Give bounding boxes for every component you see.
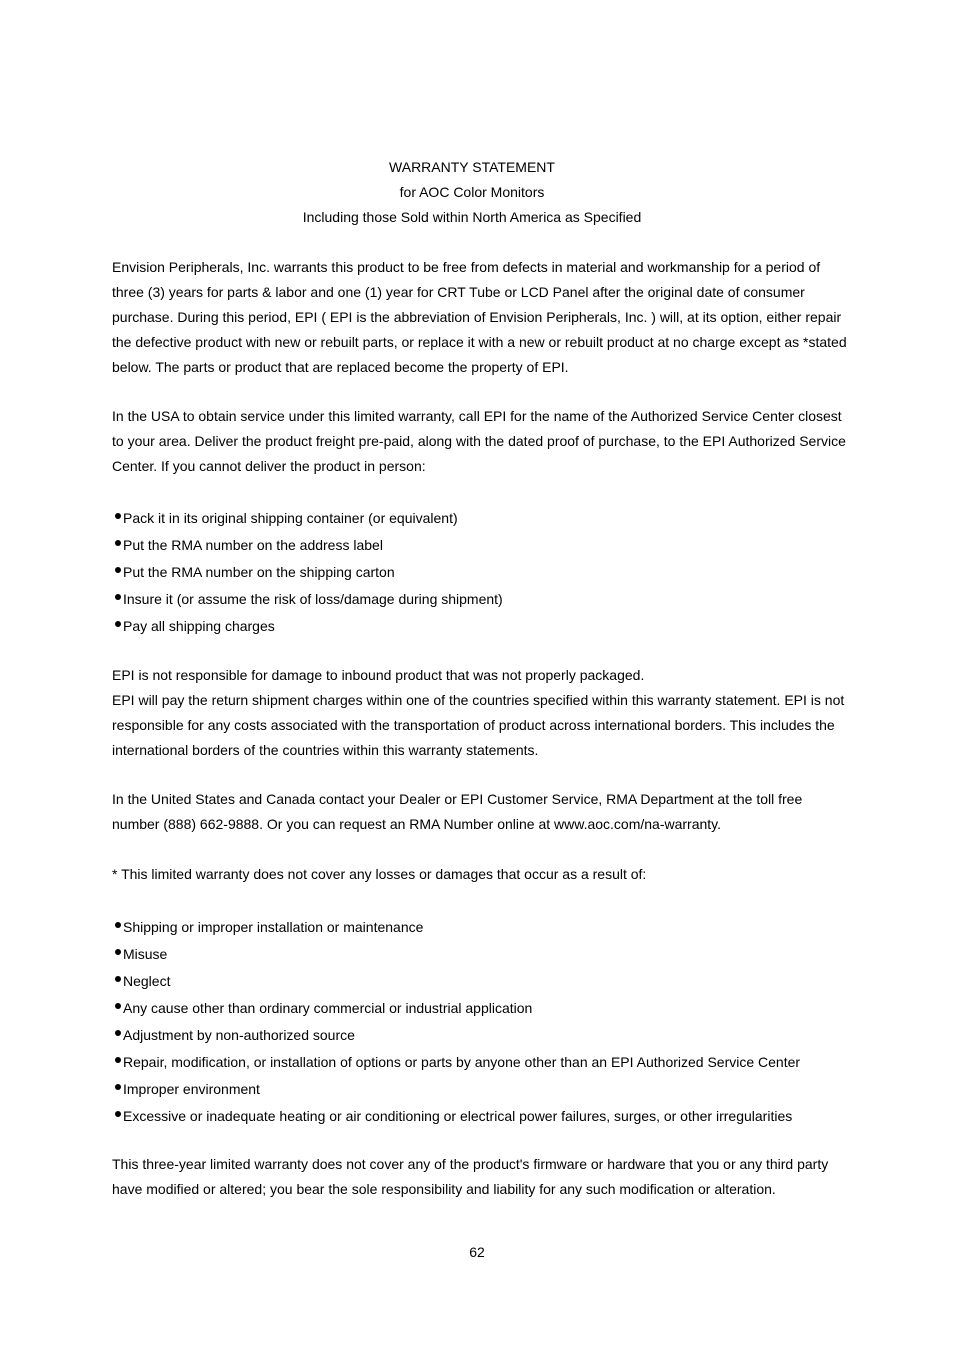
list-item (112, 559, 872, 586)
exclusions-list (112, 914, 872, 1130)
bullet-icon (115, 1084, 121, 1090)
list-item (112, 995, 872, 1022)
document-subtitle: for AOC Color Monitors (399, 184, 545, 200)
bullet-icon (115, 949, 121, 955)
warranty-paragraph: Envision Peripherals, Inc. warrants this product to be free from defects in material and workmanship for a period of three (3) years for parts & labor and one (1) year for CRT Tube or LCD Panel after the original date of consumer purchase. During this period, EPI ( EPI is the abbreviation of Envision Peripherals, Inc. ) will, at its option, either repair the defective product with new or rebuilt parts, or replace it with a new or rebuilt product at no charge except as *stated below. The parts or product that are replaced become the property of EPI. (112, 259, 847, 375)
contact-paragraph: In the United States and Canada contact your Dealer or EPI Customer Service, RMA Department at the toll free number (888) 662-9888. Or you can request an RMA Number online at www.aoc.com/na-warranty. (112, 791, 803, 832)
service-paragraph: In the USA to obtain service under this limited warranty, call EPI for the name of the Authorized Service Center closest to your area. Deliver the product freight pre-paid, along with the dated proof of purchase, to the EPI Authorized Service Center. If you cannot deliver the product in person: (112, 408, 846, 474)
bullet-icon (115, 1030, 121, 1036)
bullet-icon (115, 976, 121, 982)
list-item-label: Misuse (123, 946, 168, 962)
packaging-paragraph: EPI is not responsible for damage to inbound product that was not properly packaged. (112, 667, 645, 683)
list-item (112, 1049, 872, 1076)
exclusions-intro: * This limited warranty does not cover any losses or damages that occur as a result of: (112, 866, 647, 882)
bullet-icon (115, 513, 121, 519)
list-item-label: Insure it (or assume the risk of loss/damage during shipment) (123, 591, 503, 607)
list-item-label: Pay all shipping charges (123, 618, 275, 634)
shipping-steps-list (112, 505, 872, 640)
list-item (112, 532, 872, 559)
list-item-label: Excessive or inadequate heating or air conditioning or electrical power failures, surges, or other irregularities (123, 1108, 793, 1124)
firmware-paragraph: This three-year limited warranty does not cover any of the product's firmware or hardware that you or any third party have modified or altered; you bear the sole responsibility and liability for any such modification or alteration. (112, 1156, 829, 1197)
list-item-label: Repair, modification, or installation of options or parts by anyone other than an EPI Authorized Service Center (123, 1054, 801, 1070)
bullet-icon (115, 922, 121, 928)
bullet-icon (115, 1111, 121, 1117)
list-item-label: Adjustment by non-authorized source (123, 1027, 355, 1043)
bullet-icon (115, 540, 121, 546)
list-item (112, 586, 872, 613)
list-item-label: Neglect (123, 973, 171, 989)
list-item (112, 1076, 872, 1103)
page-number: 62 (469, 1244, 485, 1260)
list-item (112, 968, 872, 995)
list-item-label: Put the RMA number on the address label (123, 537, 383, 553)
return-shipment-paragraph: EPI will pay the return shipment charges within one of the countries specified within this warranty statement. EPI is not responsible for any costs associated with the transportation of product across international borders. This includes the international borders of the countries within this warranty statements. (112, 692, 845, 758)
list-item (112, 505, 872, 532)
list-item-label: Improper environment (123, 1081, 260, 1097)
document-scope: Including those Sold within North America as Specified (302, 209, 642, 225)
bullet-icon (115, 1003, 121, 1009)
bullet-icon (115, 1057, 121, 1063)
list-item (112, 1103, 872, 1130)
list-item (112, 941, 872, 968)
bullet-icon (115, 594, 121, 600)
document-title: WARRANTY STATEMENT (389, 159, 555, 175)
list-item-label: Put the RMA number on the shipping carton (123, 564, 395, 580)
bullet-icon (115, 621, 121, 627)
list-item-label: Any cause other than ordinary commercial or industrial application (123, 1000, 533, 1016)
list-item (112, 613, 872, 640)
bullet-icon (115, 567, 121, 573)
list-item (112, 914, 872, 941)
list-item (112, 1022, 872, 1049)
list-item-label: Shipping or improper installation or maintenance (123, 919, 424, 935)
list-item-label: Pack it in its original shipping container (or equivalent) (123, 510, 458, 526)
